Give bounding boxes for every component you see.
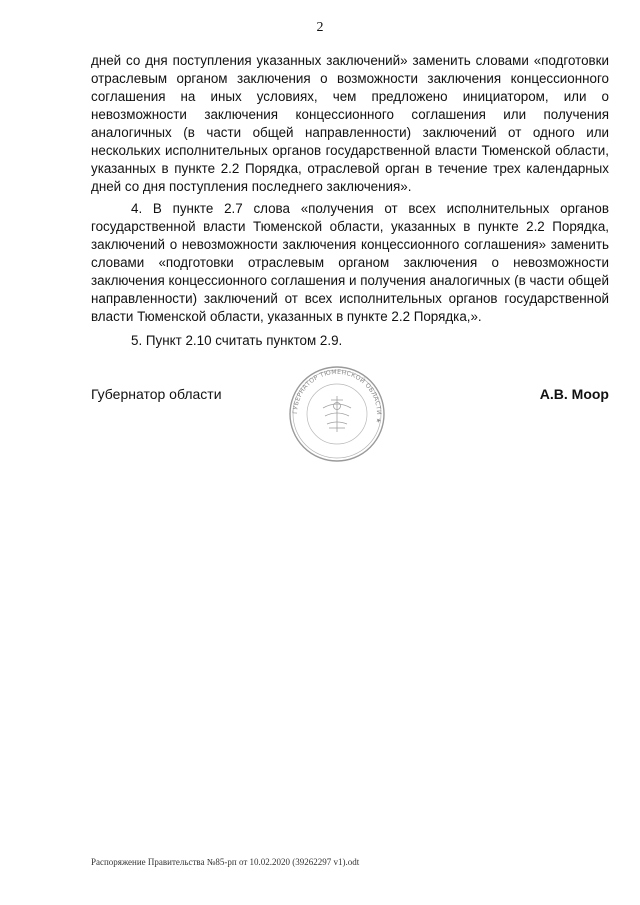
seal-stamp — [287, 364, 387, 464]
page-number: 2 — [316, 20, 324, 35]
paragraph-item-4: 4. В пункте 2.7 слова «получения от всех исполнительных органов государственной власти Тюменской области, указанных в пункте 2.2 Порядка, заключений о невозможности заключения концессионного соглашения» заменить словами «подготовки отраслевым органом заключения о невозможности заключения концессионного соглашения и получения аналогичных (в части общей направленности) заключений от всех исполнительных органов государственной власти Тюменской области, указанных в пункте 2.2 Порядка,». — [91, 201, 609, 324]
stamp-emblem — [323, 396, 351, 432]
paragraph-item-5: 5. Пункт 2.10 считать пунктом 2.9. — [131, 333, 343, 348]
document-body — [91, 52, 609, 350]
signatory-name: А.В. Моор — [539, 386, 609, 402]
document-footer: Распоряжение Правительства №85-рп от 10.02.2020 (39262297 v1).odt — [91, 857, 360, 867]
stamp-text: ГУБЕРНАТОР ТЮМЕНСКОЙ ОБЛАСТИ ★ — [291, 368, 383, 424]
signatory-title: Губернатор области — [91, 386, 222, 402]
paragraph-continuation: дней со дня поступления указанных заключений» заменить словами «подготовки отраслевым органом заключения о возможности заключения концессионного соглашения на иных условиях, чем предложено инициатором, или о невозможности заключения концессионного соглашения или получения аналогичных (в части общей направленности) заключений от одного или нескольких исполнительных органов государственной власти Тюменской области, указанных в пункте 2.2 Порядка, отраслевой орган в течение трех календарных дней со дня поступления последнего заключения». — [91, 53, 609, 194]
